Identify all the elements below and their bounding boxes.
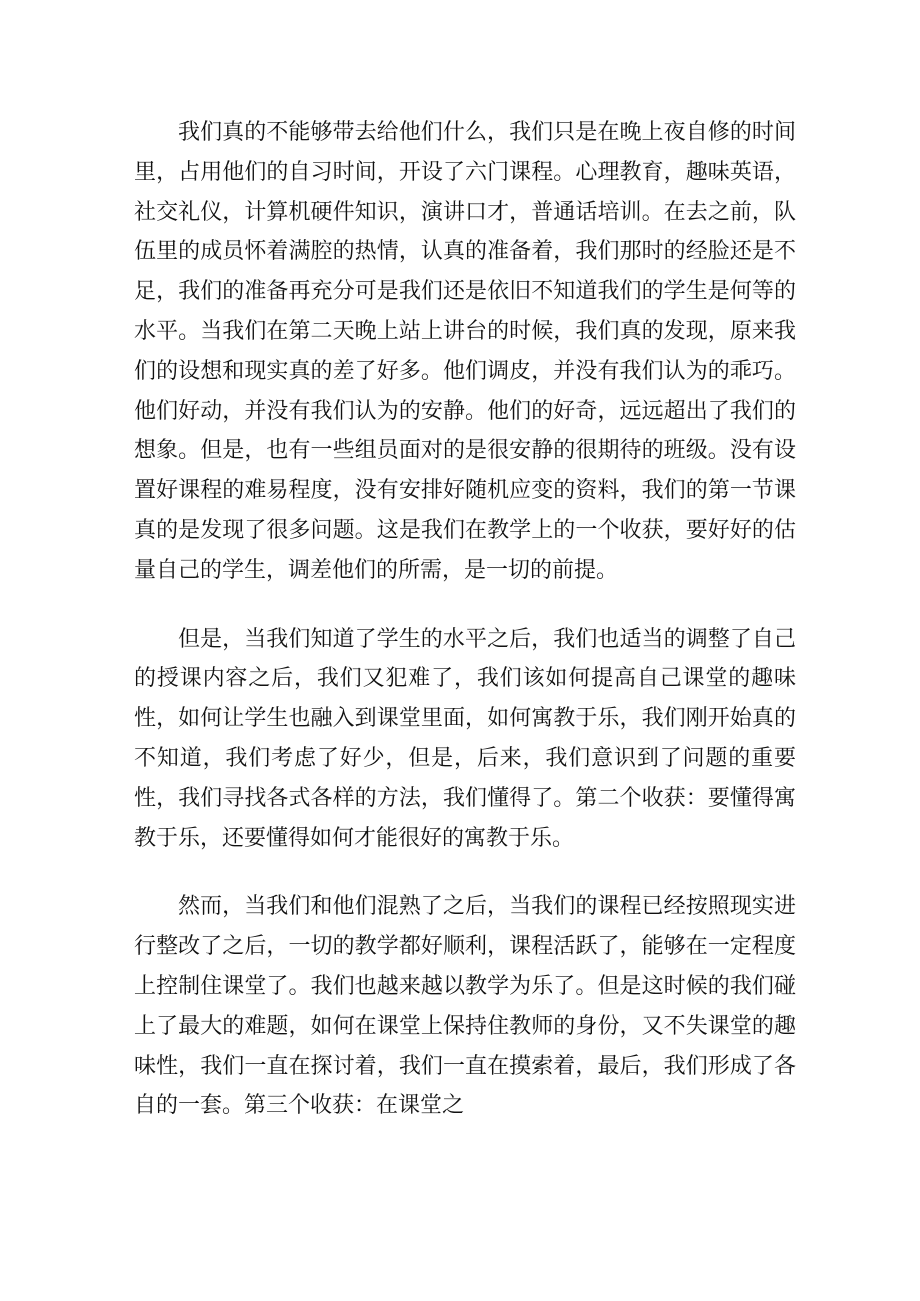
- paragraph-3: 然而，当我们和他们混熟了之后，当我们的课程已经按照现实进行整改了之后，一切的教学都好顺利，课程活跃了，能够在一定程度上控制住课堂了。我们也越来越以教学为乐了。但是这时候的我们碰上了最大的难题，如何在课堂上保持住教师的身份，又不失课堂的趣味性，我们一直在探讨着，我们一直在摸索着，最后，我们形成了各自的一套。第三个收获：在课堂之: [134, 894, 796, 1119]
- paragraph-2: 但是，当我们知道了学生的水平之后，我们也适当的调整了自己的授课内容之后，我们又犯难了，我们该如何提高自己课堂的趣味性，如何让学生也融入到课堂里面，如何寓教于乐，我们刚开始真的不知道，我们考虑了好少，但是，后来，我们意识到了问题的重要性，我们寻找各式各样的方法，我们懂得了。第二个收获：要懂得寓教于乐，还要懂得如何才能很好的寓教于乐。: [134, 626, 796, 851]
- document-body: [134, 113, 796, 1126]
- paragraph-1: 我们真的不能够带去给他们什么，我们只是在晚上夜自修的时间里，占用他们的自习时间，开设了六门课程。心理教育，趣味英语，社交礼仪，计算机硬件知识，演讲口才，普通话培训。在去之前，队伍里的成员怀着满腔的热情，认真的准备着，我们那时的经脸还是不足，我们的准备再充分可是我们还是依旧不知道我们的学生是何等的水平。当我们在第二天晚上站上讲台的时候，我们真的发现，原来我们的设想和现实真的差了好多。他们调皮，并没有我们认为的乖巧。他们好动，并没有我们认为的安静。他们的好奇，远远超出了我们的想象。但是，也有一些组员面对的是很安静的很期待的班级。没有设置好课程的难易程度，没有安排好随机应变的资料，我们的第一节课真的是发现了很多问题。这是我们在教学上的一个收获，要好好的估量自己的学生，调差他们的所需，是一切的前提。: [134, 120, 796, 583]
